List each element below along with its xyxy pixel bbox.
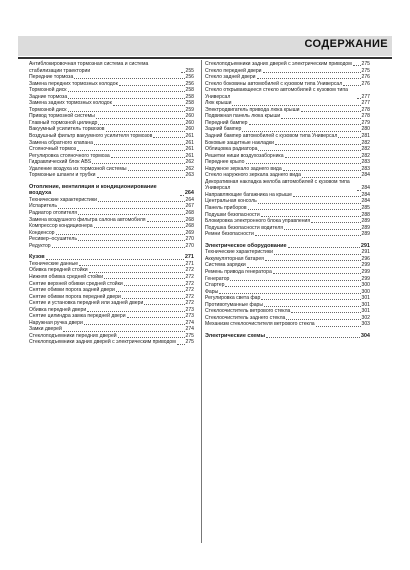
toc-entry[interactable]: Ремень привода генератора 299 [205, 268, 370, 275]
toc-entry[interactable]: Снятие и установка передней или задней двери 272 [29, 300, 194, 307]
toc-entry[interactable]: Наружное зеркало заднего вида 283 [205, 165, 370, 172]
toc-entry[interactable]: Ресивер–осушитель 270 [29, 236, 194, 243]
toc-entry[interactable]: Снятие верхней обивки средней стойки 272 [29, 280, 194, 287]
toc-entry[interactable]: Радиатор отопителя 268 [29, 210, 194, 217]
toc-entry[interactable]: Удаление воздуха из тормозной системы 262 [29, 165, 194, 172]
toc-entry[interactable]: Механизм стеклоочистителя ветрового стекла 303 [205, 321, 370, 328]
toc-entry[interactable]: Вакуумный усилитель тормозов 260 [29, 126, 194, 133]
toc-entry[interactable]: Панель приборов 285 [205, 205, 370, 212]
toc-entry[interactable]: Регулировка света фар 301 [205, 295, 370, 302]
header-rule [18, 57, 392, 59]
toc-right-column [205, 61, 370, 339]
toc-entry[interactable]: Регулировка стояночного тормоза 261 [29, 152, 194, 159]
toc-left-column [29, 61, 194, 346]
toc-entry[interactable]: Направляющие багажника на крыше 284 [205, 191, 370, 198]
toc-section-heading[interactable]: Отопление, вентиляция и кондиционирование воздуха 264 [29, 183, 194, 197]
toc-entry[interactable]: Задний бампер 280 [205, 126, 370, 133]
toc-entry[interactable]: Обивка передней двери 273 [29, 306, 194, 313]
toc-entry[interactable]: Система зарядки 299 [205, 262, 370, 269]
toc-entry[interactable]: Облицовка радиатора 282 [205, 146, 370, 153]
toc-entry[interactable]: Технические характеристики 291 [205, 249, 370, 256]
page-title: СОДЕРЖАНИЕ [304, 38, 388, 50]
toc-entry[interactable]: Стеклоподъемники передних дверей 275 [29, 332, 194, 339]
toc-entry[interactable]: Замена обратного клапана 261 [29, 139, 194, 146]
toc-entry[interactable]: Замена задних тормозных колодок 258 [29, 100, 194, 107]
toc-entry[interactable]: Тормозной диск 258 [29, 87, 194, 94]
toc-entry[interactable]: Подушки безопасности 288 [205, 211, 370, 218]
toc-entry[interactable]: Переднее крыло 283 [205, 159, 370, 166]
toc-entry[interactable]: Решетки ниши воздухозаборника 282 [205, 152, 370, 159]
toc-entry[interactable]: Наружная ручка двери 274 [29, 319, 194, 326]
toc-entry[interactable]: Ремни безопасности 289 [205, 231, 370, 238]
toc-entry[interactable]: Боковые защитные накладки 282 [205, 139, 370, 146]
toc-entry[interactable]: Замена воздушного фильтра салона автомобиля 268 [29, 216, 194, 223]
toc-entry[interactable]: Стекло задней двери 276 [205, 74, 370, 81]
toc-entry[interactable]: Антиблокировочная тормозная система и система стабилизации траектории 255 [29, 61, 194, 74]
toc-entry[interactable]: Подвижная панель люка крыши 278 [205, 113, 370, 120]
toc-entry[interactable]: Замена передних тормозных колодок 256 [29, 80, 194, 87]
toc-entry[interactable]: Воздушный фильтр вакуумного усилителя тормозов 261 [29, 133, 194, 140]
toc-entry[interactable]: Компрессор кондиционера 268 [29, 223, 194, 230]
column-divider [201, 60, 202, 543]
toc-entry[interactable]: Технические характеристики 264 [29, 196, 194, 203]
toc-entry[interactable]: Стеклоочиститель заднего стекла 302 [205, 314, 370, 321]
toc-entry[interactable]: Задний бампер автомобилей с кузовом типа Универсал 281 [205, 133, 370, 140]
toc-entry[interactable]: Подушка безопасности водителя 289 [205, 224, 370, 231]
toc-section-heading[interactable]: Электрические схемы 304 [205, 332, 370, 339]
toc-entry[interactable]: Блокировка электронного блока управления 289 [205, 218, 370, 225]
toc-entry[interactable]: Стекло наружного зеркала заднего вида 284 [205, 172, 370, 179]
toc-entry[interactable]: Испаритель 267 [29, 203, 194, 210]
toc-entry[interactable]: Аккумуляторная батарея 296 [205, 255, 370, 262]
toc-entry[interactable]: Передние тормоза 256 [29, 74, 194, 81]
toc-entry[interactable]: Электродвигатель привода люка крыши 278 [205, 106, 370, 113]
toc-entry[interactable]: Нижняя обивка средней стойки 272 [29, 273, 194, 280]
toc-entry[interactable]: Гидравлический блок ABS 262 [29, 159, 194, 166]
toc-entry[interactable]: Редуктор 270 [29, 242, 194, 249]
toc-entry[interactable]: Обивка передней стойки 272 [29, 267, 194, 274]
toc-entry[interactable]: Фары 300 [205, 288, 370, 295]
toc-entry[interactable]: Стартер 300 [205, 282, 370, 289]
toc-section-heading[interactable]: Электрическое оборудование 291 [205, 242, 370, 249]
toc-entry[interactable]: Стекло открывающееся стекло автомобилей с кузовом типа Универсал 277 [205, 87, 370, 100]
toc-entry[interactable]: Передний бампер 279 [205, 119, 370, 126]
toc-entry[interactable]: Снятие цилиндра замка передней двери 273 [29, 313, 194, 320]
toc-entry[interactable]: Конденсор 269 [29, 229, 194, 236]
toc-section-heading[interactable]: Кузов 271 [29, 254, 194, 261]
toc-entry[interactable]: Замки дверей 274 [29, 326, 194, 333]
toc-entry[interactable]: Тормозные шланги и трубки 263 [29, 172, 194, 179]
toc-entry[interactable]: Технические данные 271 [29, 260, 194, 267]
toc-entry[interactable]: Противотуманные фары 301 [205, 301, 370, 308]
toc-entry[interactable]: Стояночный тормоз 261 [29, 146, 194, 153]
toc-entry[interactable]: Тормозной диск 259 [29, 106, 194, 113]
toc-entry[interactable]: Стеклоподъемники задних дверей с электрическим приводом 275 [205, 61, 370, 67]
toc-entry[interactable]: Генератор 299 [205, 275, 370, 282]
toc-entry[interactable]: Главный тормозной цилиндр 260 [29, 119, 194, 126]
toc-entry[interactable]: Декоративная накладка желоба автомобилей с кузовом типа Универсал 284 [205, 178, 370, 192]
toc-entry[interactable]: Стекло передней двери 275 [205, 67, 370, 74]
toc-entry[interactable]: Люк крыши 277 [205, 100, 370, 107]
toc-entry[interactable]: Центральная консоль 284 [205, 198, 370, 205]
toc-entry[interactable]: Задние тормоза 258 [29, 93, 194, 100]
toc-entry[interactable]: Стекло боковины автомобилей с кузовом типа Универсал 276 [205, 80, 370, 87]
toc-entry[interactable]: Привод тормозной системы 260 [29, 113, 194, 120]
toc-entry[interactable]: Стеклоочиститель ветрового стекла 301 [205, 308, 370, 315]
toc-entry[interactable]: Стеклоподъемники задних дверей с электрическим приводом 275 [29, 339, 194, 346]
toc-entry[interactable]: Снятие обивки порога задней двери 272 [29, 287, 194, 294]
toc-entry[interactable]: Снятие обивки порога передней двери 272 [29, 293, 194, 300]
